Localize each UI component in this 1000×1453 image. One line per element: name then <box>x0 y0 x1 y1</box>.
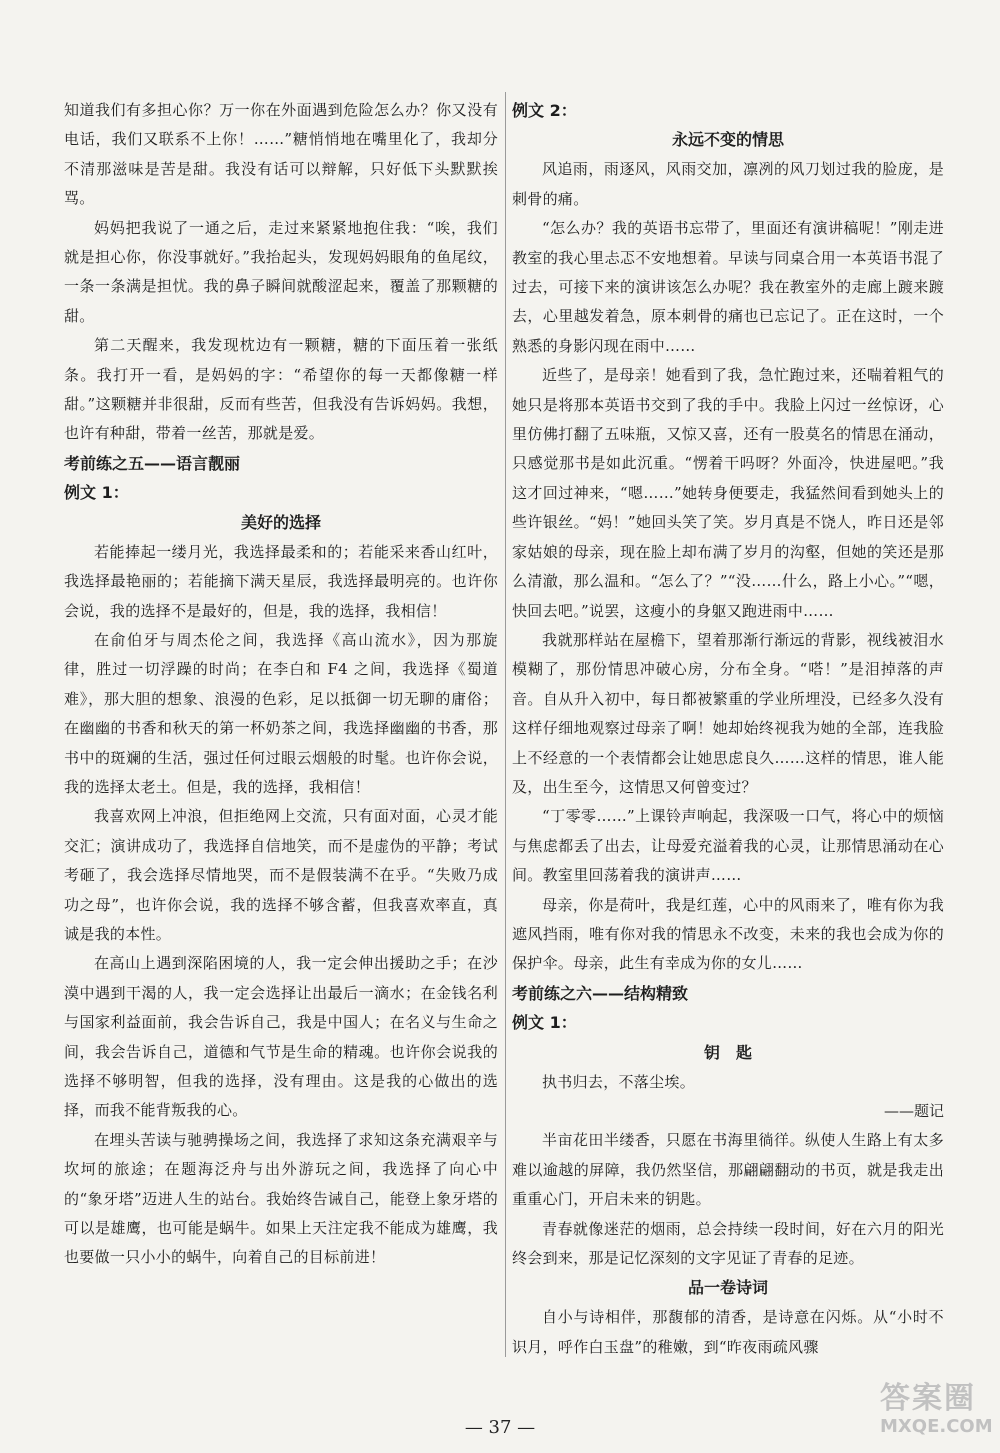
watermark-url: MXQE.COM <box>880 1416 993 1437</box>
paragraph: 在埋头苦读与驰骋操场之间，我选择了求知这条充满艰辛与坎坷的旅途；在题海泛舟与出外游玩之间，我选择了向心中的“象牙塔”迈进人生的站台。我始终告诫自己，能登上象牙塔的可以是雄鹰，也可能是蜗牛。如果上天注定我不能成为雄鹰，我也要做一只小小的蜗牛，向着自己的目标前进！ <box>64 1130 498 1267</box>
paragraph: 半亩花田半缕香，只愿在书海里徜徉。纵使人生路上有太多难以逾越的屏障，我仍然坚信，那翩翩翻动的书页，就是我走出重重心门，开启未来的钥匙。 <box>512 1131 944 1209</box>
paragraph: 自小与诗相伴，那馥郁的清香，是诗意在闪烁。从“小时不识月，呼作白玉盘”的稚嫩，到“昨夜雨疏风骤 <box>512 1308 944 1356</box>
epigraph: 执书归去，不落尘埃。 <box>542 1072 696 1091</box>
paragraph: 我喜欢网上冲浪，但拒绝网上交流，只有面对面，心灵才能交汇；演讲成功了，我选择自信地笑，而不是虚伪的平静；考试考砸了，我会选择尽情地哭，而不是假装满不在乎。“失败乃成功之母”，也许你会说，我的选择不够含蓄，但我喜欢率直，真诚是我的本性。 <box>64 807 498 943</box>
left-column <box>64 96 498 1273</box>
paragraph: 知道我们有多担心你？万一你在外面遇到危险怎么办？你又没有电话，我们又联系不上你！……”糖悄悄地在嘴里化了，我却分不清那滋味是苦是甜。我没有话可以辩解，只好低下头默默挨骂。 <box>64 101 498 208</box>
epigraph-note: ——题记 <box>883 1102 944 1120</box>
paragraph: 若能捧起一缕月光，我选择最柔和的；若能采来香山红叶，我选择最艳丽的；若能摘下满天星辰，我选择最明亮的。也许你会说，我的选择不是最好的，但是，我的选择，我相信！ <box>64 542 498 620</box>
paragraph: 在高山上遇到深陷困境的人，我一定会伸出援助之手；在沙漠中遇到干渴的人，我一定会选择让出最后一滴水；在金钱名利与国家利益面前，我会告诉自己，我是中国人；在名义与生命之间，我会告诉自己，道德和气节是生命的精魂。也许你会说我的选择不够明智，但我的选择，没有理由。这是我的心做出的选择，而我不能背叛我的心。 <box>64 954 498 1120</box>
essay-title: 美好的选择 <box>240 512 321 532</box>
paragraph: 风追雨，雨逐风，风雨交加，凛冽的风刀划过我的脸庞，是刺骨的痛。 <box>512 160 944 208</box>
section-heading: 考前练之五——语言靓丽 <box>64 453 241 473</box>
paragraph: 近些了，是母亲！她看到了我，急忙跑过来，还喘着粗气的她只是将那本英语书交到了我的手中。我脸上闪过一丝惊讶，心里仿佛打翻了五味瓶，又惊又喜，还有一股莫名的情思在涌动，只感觉那书是如此沉重。“愣着干吗呀？外面冷，快进屋吧。”我这才回过神来，“嗯……”她转身便要走，我猛然间看到她头上的些许银丝。“妈！”她回头笑了笑。岁月真是不饶人，昨日还是邻家姑娘的母亲，现在脸上却布满了岁月的沟壑，但她的笑还是那么清澈，那么温和。“怎么了？”“没……什么，路上小心。”“嗯，快回去吧。”说罢，这瘦小的身躯又跑进雨中…… <box>512 366 944 620</box>
paragraph: “丁零零……”上课铃声响起，我深吸一口气，将心中的烦恼与焦虑都丢了出去，让母爱充溢着我的心灵，让那情思涌动在心间。教室里回荡着我的演讲声…… <box>512 807 944 885</box>
example-label: 例文 2： <box>512 101 577 120</box>
paragraph: “怎么办？我的英语书忘带了，里面还有演讲稿呢！”刚走进教室的我心里忐忑不安地想着。早读与同桌合用一本英语书混了过去，可接下来的演讲该怎么办呢？我在教室外的走廊上踱来踱去，心里越发着急，原本刺骨的痛也已忘记了。正在这时，一个熟悉的身影闪现在雨中…… <box>512 219 944 355</box>
section-heading: 考前练之六——结构精致 <box>512 983 689 1003</box>
page-number: — 37 — <box>464 1417 536 1438</box>
paragraph: 第二天醒来，我发现枕边有一颗糖，糖的下面压着一张纸条。我打开一看，是妈妈的字：“希望你的每一天都像糖一样甜。”这颗糖并非很甜，反而有些苦，但我没有告诉妈妈。我想，也许有种甜，带着一丝苦，那就是爱。 <box>64 336 498 443</box>
paragraph: 青春就像迷茫的烟雨，总会持续一段时间，好在六月的阳光终会到来，那是记忆深刻的文字见证了青春的足迹。 <box>512 1219 944 1268</box>
example-label: 例文 1： <box>512 1013 577 1033</box>
right-column <box>512 96 944 1362</box>
example-label: 例文 1： <box>64 483 129 503</box>
essay-title: 永远不变的情思 <box>671 130 784 150</box>
column-divider <box>505 92 506 1357</box>
paragraph: 母亲，你是荷叶，我是红莲，心中的风雨来了，唯有你为我遮风挡雨，唯有你对我的情思永不改变，未来的我也会成为你的保护伞。母亲，此生有幸成为你的女儿…… <box>512 895 944 973</box>
subsection-title: 品一卷诗词 <box>687 1278 768 1298</box>
essay-title: 钥 匙 <box>703 1042 752 1062</box>
paragraph: 在俞伯牙与周杰伦之间，我选择《高山流水》，因为那旋律，胜过一切浮躁的时尚；在李白和 F4 之间，我选择《蜀道难》，那大胆的想象、浪漫的色彩，足以抵御一切无聊的庸俗；在幽幽的书香和秋天的第一杯奶茶之间，我选择幽幽的书香，那书中的斑斓的生活，强过任何过眼云烟般的时髦。也许你会说，我的选择太老土。但是，我的选择，我相信！ <box>64 630 498 796</box>
paragraph: 我就那样站在屋檐下，望着那渐行渐远的背影，视线被泪水模糊了，那份情思冲破心房，分布全身。“嗒！”是泪掉落的声音。自从升入初中，每日都被繁重的学业所埋没，已经多久没有这样仔细地观察过母亲了啊！她却始终视我为她的全部，连我脸上不经意的一个表情都会让她思虑良久……这样的情思，谁人能及，出生至今，这情思又何曾变过？ <box>512 630 944 796</box>
paragraph: 妈妈把我说了一通之后，走过来紧紧地抱住我：“唉，我们就是担心你，你没事就好。”我抬起头，发现妈妈眼角的鱼尾纹，一条一条满是担忧。我的鼻子瞬间就酸涩起来，覆盖了那颗糖的甜。 <box>64 218 498 325</box>
watermark-text: 答案圈 <box>880 1381 976 1416</box>
watermark-logo <box>880 1382 992 1446</box>
